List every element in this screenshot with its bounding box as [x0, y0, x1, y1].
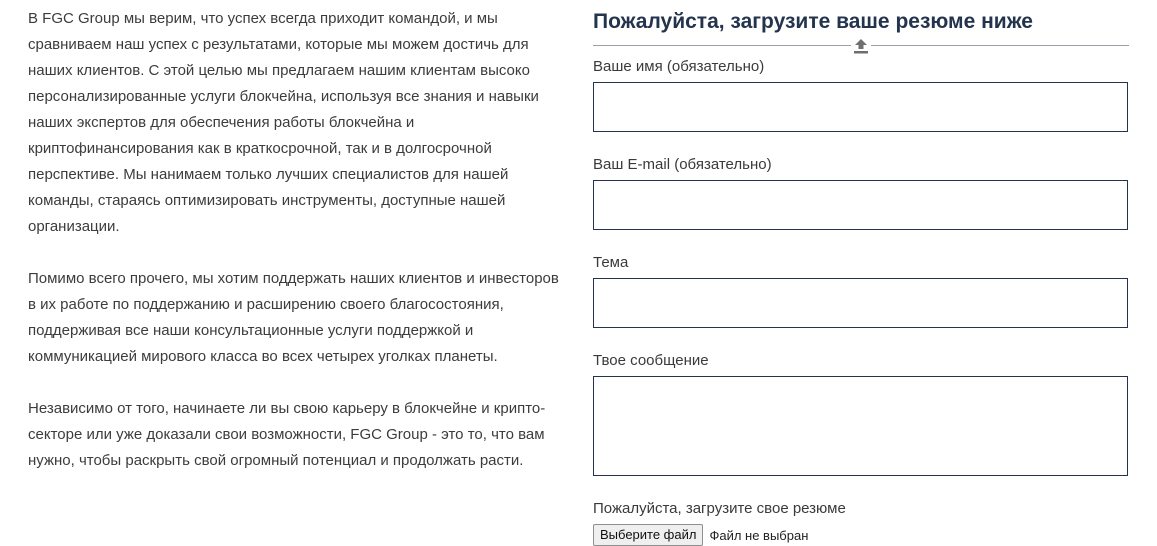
email-label: Ваш E-mail (обязательно) — [593, 156, 772, 173]
file-upload-row — [593, 524, 1129, 546]
resume-label: Пожалуйста, загрузите свое резюме — [593, 500, 846, 517]
subject-input[interactable] — [593, 278, 1128, 328]
about-section — [28, 6, 568, 500]
form-title: Пожалуйста, загрузите ваше резюме ниже — [593, 10, 1033, 33]
file-status: Файл не выбран — [709, 527, 809, 543]
title-divider — [593, 39, 1129, 53]
about-paragraph-1: В FGC Group мы верим, что успех всегда приходит командой, и мы сравниваем наш успех с результатами, которые мы можем достичь для наших клиентов. С этой целью мы предлагаем нашим клиентам высоко персонализированные услуги блокчейна, используя все знания и навыки наших экспертов для обеспечения работы блокчейна и криптофинансирования как в краткосрочной, так и в долгосрочной перспективе. Мы нанимаем только лучших специалистов для нашей команды, стараясь оптимизировать инструменты, доступные нашей организации. — [28, 10, 539, 235]
choose-file-button[interactable]: Выберите файл — [593, 524, 703, 546]
about-paragraph-3: Независимо от того, начинаете ли вы свою карьеру в блокчейне и крипто-секторе или уже доказали свои возможности, FGC Group - это то, что вам нужно, чтобы раскрыть свой огромный потенциал и продолжать расти. — [28, 400, 546, 469]
name-label: Ваше имя (обязательно) — [593, 58, 765, 75]
subject-label: Тема — [593, 254, 629, 271]
message-textarea[interactable] — [593, 376, 1128, 476]
name-input[interactable] — [593, 82, 1128, 132]
upload-icon — [851, 37, 871, 55]
message-label: Твое сообщение — [593, 352, 709, 369]
about-paragraph-2: Помимо всего прочего, мы хотим поддержать наших клиентов и инвесторов в их работе по поддержанию и расширению своего благосостояния, поддерживая все наши консультационные услуги поддержкой и коммуникацией мирового класса во всех четырех уголках планеты. — [28, 270, 559, 365]
resume-form — [593, 0, 1129, 546]
email-input[interactable] — [593, 180, 1128, 230]
